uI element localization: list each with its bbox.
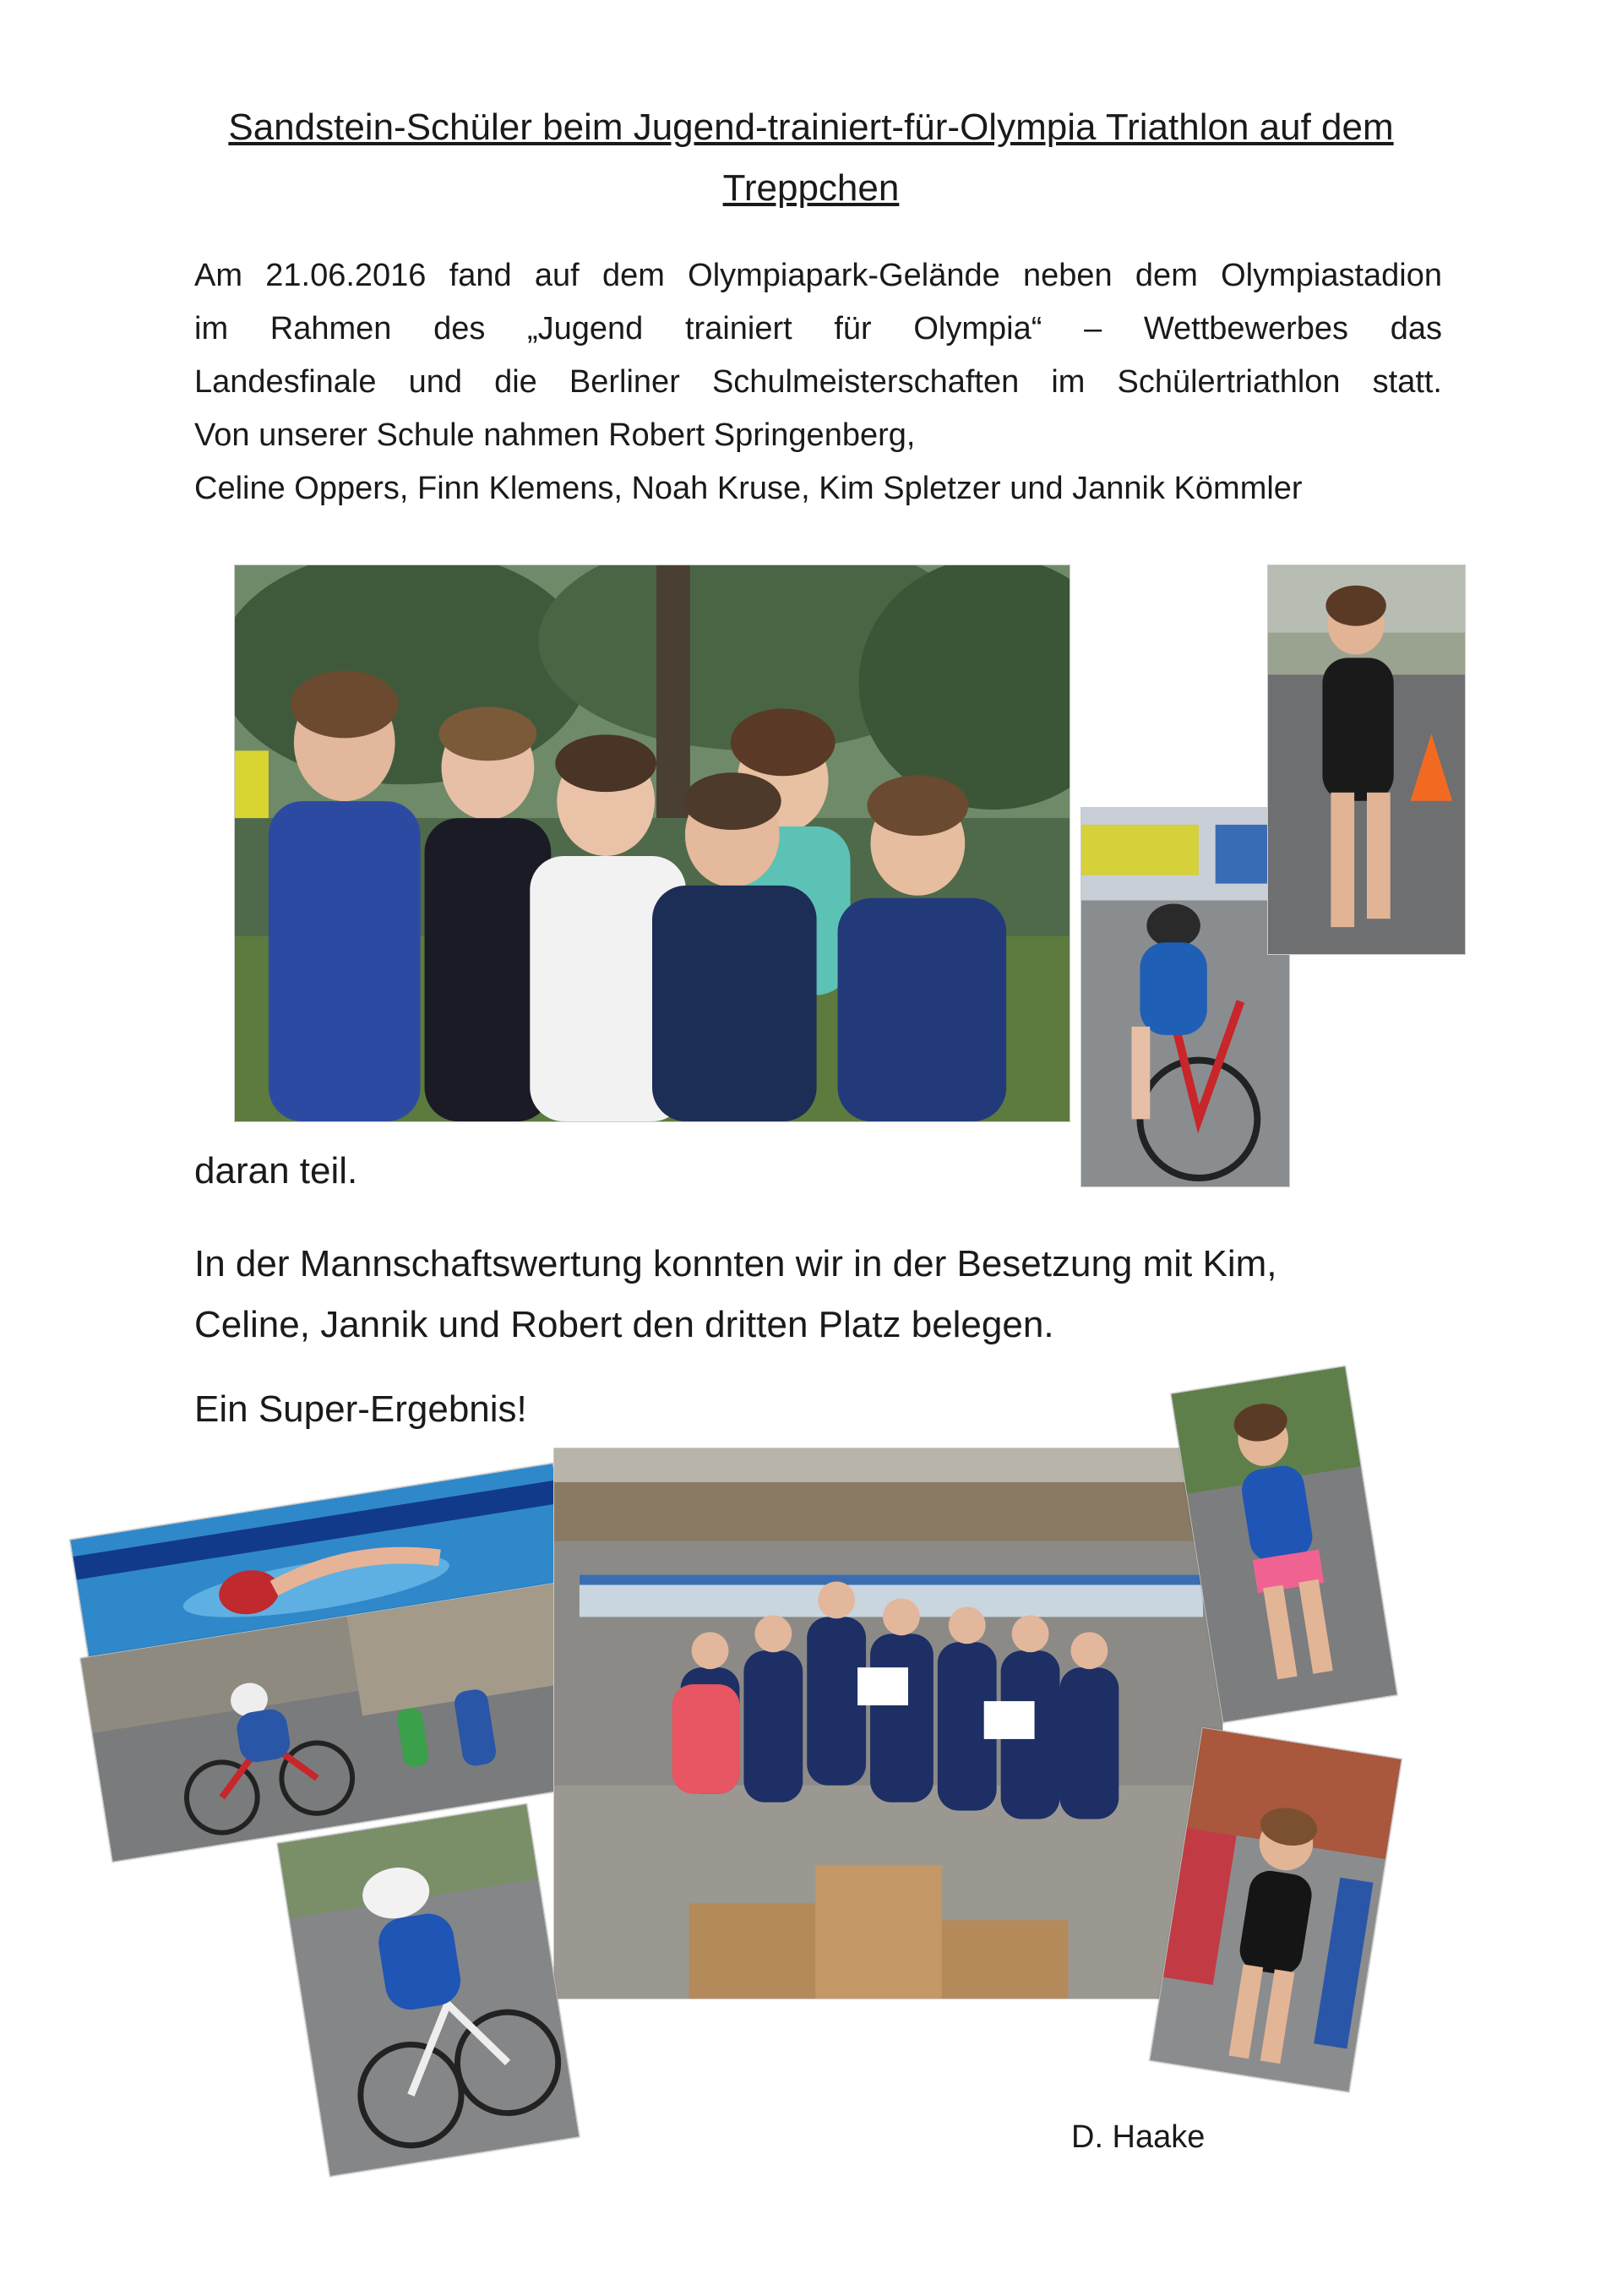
runner-photo [1267,564,1466,955]
podium-photo [553,1448,1223,1999]
continuation-text: daran teil. [194,1150,358,1192]
group-photo-icon [235,565,1070,1121]
intro-line-1: Am 21.06.2016 fand auf dem Olympiapark-Gelände neben dem Olympiastadion [194,258,1442,293]
article-title: Sandstein-Schüler beim Jugend-trainiert-für-Olympia Triathlon auf dem Treppchen [228,106,1394,209]
intro-line-3: Landesfinale und die Berliner Schulmeisterschaften im Schülertriathlon statt. [194,364,1442,400]
exclamation-text: Ein Super-Ergebnis! [194,1388,527,1430]
group-photo [234,564,1070,1122]
intro-line-4: Von unserer Schule nahmen Robert Springenberg, [194,417,916,453]
cyclist-photo-icon [1081,808,1289,1186]
intro-line-2: im Rahmen des „Jugend trainiert für Olympia“ – Wettbewerbes das [194,311,1442,346]
child-cyclist-photo [277,1803,580,2177]
intro-paragraph [194,249,1442,515]
child-cyclist-photo-icon [278,1804,580,2176]
podium-photo-icon [554,1448,1222,1999]
team-result-text: In der Mannschaftswertung konnten wir in der Besetzung mit Kim, Celine, Jannik und Robert den dritten Platz belegen. [194,1243,1277,1345]
author-signature: D. Haake [1071,2119,1206,2155]
intro-line-5: Celine Oppers, Finn Klemens, Noah Kruse, Kim Spletzer und Jannik Kömmler [194,471,1303,506]
cyclist-photo [1080,807,1290,1187]
runner-photo-icon [1268,565,1465,954]
